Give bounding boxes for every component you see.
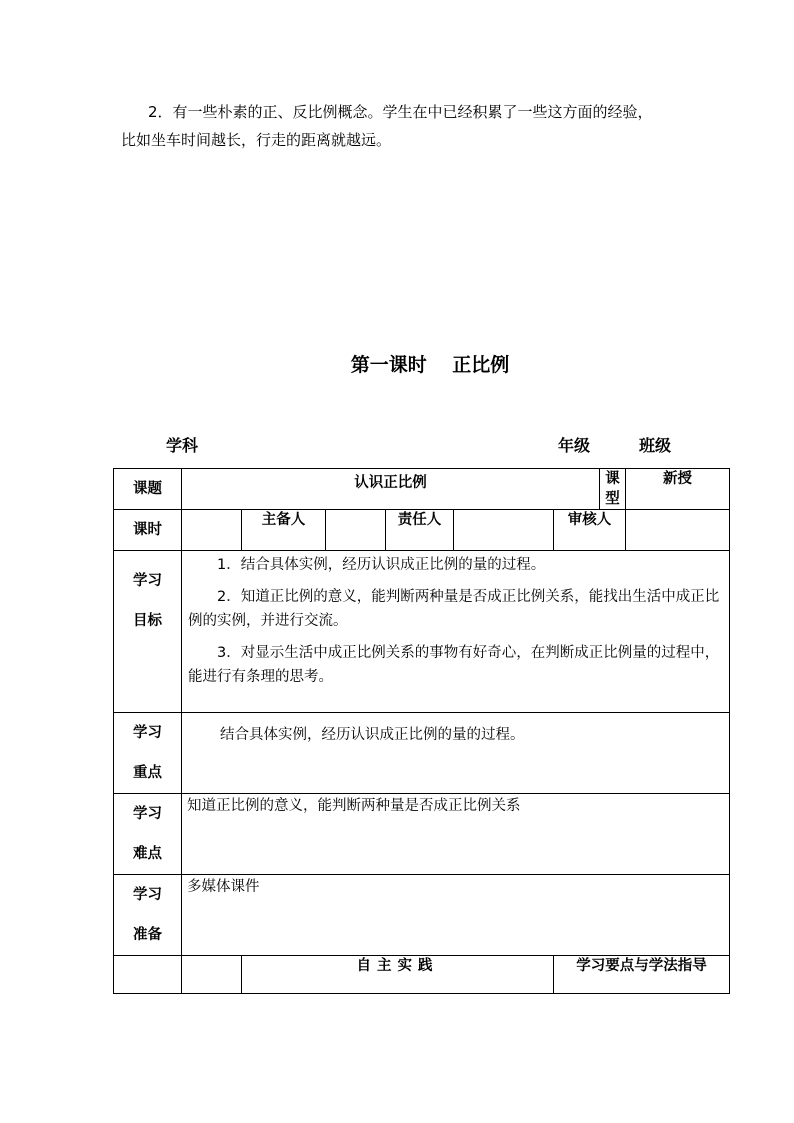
difficulty-label-line2: 难点	[133, 846, 162, 862]
hours-row	[114, 510, 730, 551]
footer-blank-2	[182, 956, 242, 994]
difficulty-label-line1: 学习	[133, 806, 162, 822]
topic-label: 课题	[114, 469, 182, 510]
prep-content: 多媒体课件	[182, 875, 730, 956]
class-label: 班级	[639, 436, 672, 455]
goals-content	[182, 551, 730, 713]
subject-label: 学科	[166, 436, 199, 455]
topic-row	[114, 469, 730, 510]
goals-row	[114, 551, 730, 713]
prep-label	[114, 875, 182, 956]
focus-label-line1: 学习	[133, 725, 162, 741]
intro-line-1: 2．有一些朴素的正、反比例概念。学生在中已经积累了一些这方面的经验，	[148, 103, 653, 121]
hours-label: 课时	[114, 510, 182, 551]
focus-label-line2: 重点	[133, 765, 162, 781]
reviewer-label: 审核人	[554, 510, 626, 551]
hours-value	[182, 510, 242, 551]
type-value: 新授	[626, 469, 730, 510]
focus-row	[114, 713, 730, 794]
focus-label	[114, 713, 182, 794]
preparer-label: 主备人	[242, 510, 326, 551]
prep-label-line1: 学习	[133, 887, 162, 903]
goals-label-line2: 目标	[133, 613, 162, 629]
responsible-value	[454, 510, 554, 551]
guide-label: 学习要点与学法指导	[554, 956, 730, 994]
preparer-value	[326, 510, 386, 551]
practice-label: 自主实践	[242, 956, 554, 994]
goal-item: 1．结合具体实例，经历认识成正比例的量的过程。	[217, 557, 546, 573]
practice-header-row	[114, 956, 730, 994]
grade-label: 年级	[558, 436, 591, 455]
goal-item: 2．知道正比例的意义，能判断两种量是否成正比例关系，能找出生活中成正比例的实例，并进行交流。	[188, 589, 720, 629]
goals-label-line1: 学习	[133, 573, 162, 589]
difficulty-label	[114, 794, 182, 875]
difficulty-content: 知道正比例的意义，能判断两种量是否成正比例关系	[182, 794, 730, 875]
reviewer-value	[626, 510, 730, 551]
type-label: 课型	[600, 469, 626, 510]
focus-content: 结合具体实例，经历认识成正比例的量的过程。	[182, 713, 730, 794]
footer-blank-1	[114, 956, 182, 994]
prep-row	[114, 875, 730, 956]
responsible-label: 责任人	[386, 510, 454, 551]
intro-line-2: 比如坐车时间越长，行走的距离就越远。	[121, 131, 392, 149]
lesson-plan-table	[113, 468, 730, 994]
topic-value: 认识正比例	[182, 469, 600, 510]
lesson-title: 第一课时 正比例	[350, 354, 510, 376]
prep-label-line2: 准备	[133, 927, 162, 943]
difficulty-row	[114, 794, 730, 875]
goals-label	[114, 551, 182, 713]
goal-item: 3．对显示生活中成正比例关系的事物有好奇心，在判断成正比例量的过程中，能进行有条理的思考。	[188, 645, 720, 685]
